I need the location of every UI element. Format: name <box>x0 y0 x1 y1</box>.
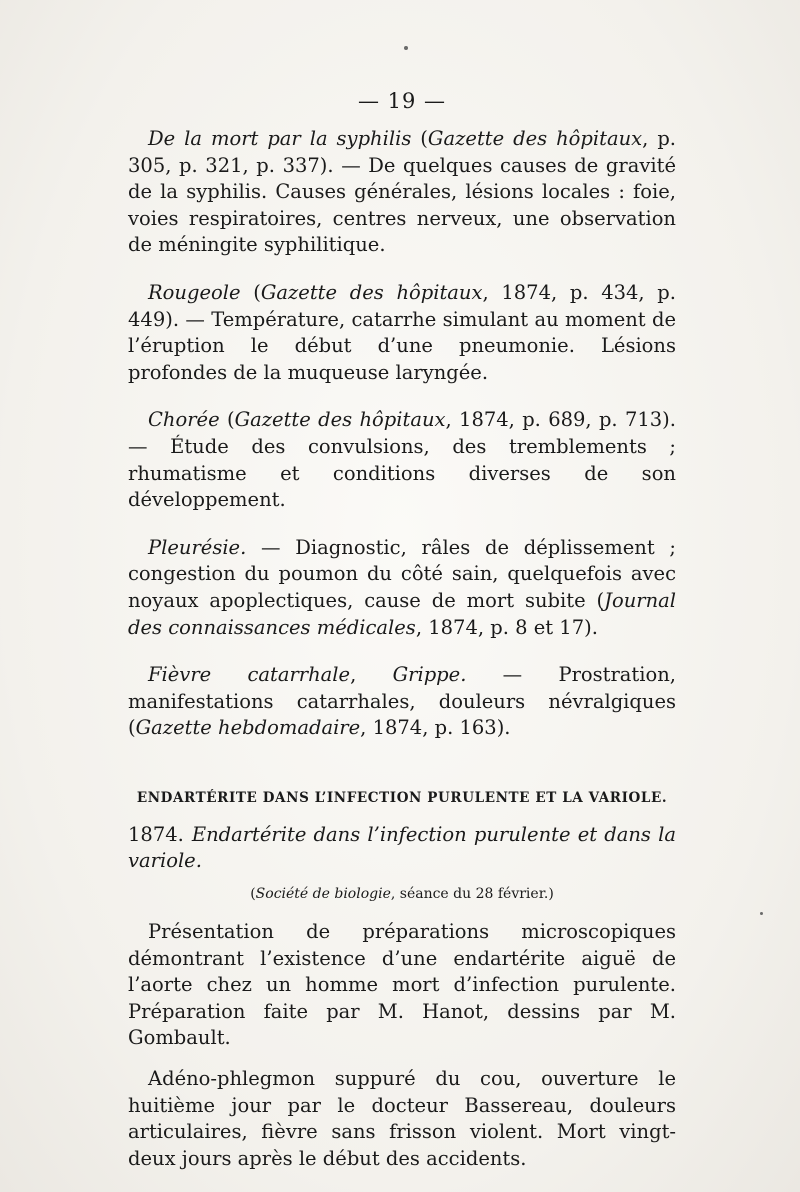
entry-rest: , p. 305, p. 321, p. 337). — De quelques causes de gravité de la syphilis. Causes générales, lésions locales : foie, voies respiratoires, centres nerveux, une observation de méningite syphilitique. <box>128 127 677 257</box>
entry-source: Gazette des hôpitaux <box>260 280 483 304</box>
section-title: Endartérite dans l’infection purulente et dans la variole. <box>128 822 676 873</box>
entry-choree: Chorée (Gazette des hôpitaux, 1874, p. 689, p. 713). — Étude des convulsions, des tremblements ; rhumatisme et conditions diverses de son développement. <box>128 408 676 512</box>
entry-syphilis: De la mort par la syphilis (Gazette des hôpitaux, p. 305, p. 321, p. 337). — De quelques causes de gravité de la syphilis. Causes générales, lésions locales : foie, voies respiratoires, centres nerveux, une observation de méningite syphilitique. <box>128 127 677 257</box>
entry-rest: , 1874, p. 163). <box>360 716 511 740</box>
entry-source: Journal des connaissances médicales <box>128 588 676 639</box>
entry-fievre: Fièvre catarrhale, Grippe. — Prostration, manifestations catarrhales, douleurs névralgiques (Gazette hebdomadaire, 1874, p. 163). <box>128 663 676 740</box>
entry-text: — Prostration, manifestations catarrhales, douleurs névralgiques ( <box>128 663 676 740</box>
text-column <box>128 88 676 1172</box>
page-number: — 19 — <box>357 89 447 113</box>
entry-title: Chorée <box>148 408 220 432</box>
section-source: (Société de biologie, séance du 28 février.) <box>250 886 554 903</box>
entry-title: Rougeole <box>148 280 241 304</box>
page-speck <box>404 46 408 50</box>
section-year: 1874. <box>128 822 184 846</box>
entry-source: Gazette hebdomadaire <box>135 716 361 740</box>
entry-source: Gazette des hôpitaux <box>234 408 446 432</box>
section-heading: ENDARTÉRITE DANS L’INFECTION PURULENTE ET LA VARIOLE. <box>136 789 668 806</box>
entry-rest: , 1874, p. 689, p. 713). — Étude des convulsions, des tremblements ; rhumatisme et conditions diverses de son développement. <box>128 408 676 512</box>
section-subheading <box>128 822 676 875</box>
entry-rest: , 1874, p. 8 et 17). <box>415 615 598 639</box>
entry-rougeole: Rougeole (Gazette des hôpitaux, 1874, p. 434, p. 449). — Température, catarrhe simulant au moment de l’éruption le début d’une pneumonie. Lésions profondes de la muqueuse laryngée. <box>128 280 676 384</box>
page-speck <box>760 912 763 915</box>
entry-title-2: Grippe. <box>392 663 467 687</box>
section-paragraph: Présentation de préparations microscopiques démontrant l’existence d’une endartérite aiguë de l’aorte chez un homme mort d’infection purulente. Préparation faite par M. Hanot, dessins par M. Gombault. <box>128 920 676 1050</box>
entry-title: De la mort par la syphilis <box>148 127 412 150</box>
entry-title: Pleurésie. <box>148 535 247 559</box>
section-paragraph: Adéno-phlegmon suppuré du cou, ouverture le huitième jour par le docteur Bassereau, douleurs articulaires, fièvre sans frisson violent. Mort vingt-deux jours après le début des accidents. <box>128 1067 676 1170</box>
entry-text: — Diagnostic, râles de déplissement ; congestion du poumon du côté sain, quelquefois avec noyaux apoplectiques, cause de mort subite ( <box>128 535 676 612</box>
entry-pleuresie <box>128 535 676 641</box>
entry-source: Gazette des hôpitaux <box>427 127 643 150</box>
source-date: , séance du 28 février. <box>390 886 549 903</box>
entry-title: Fièvre catarrhale <box>148 663 351 687</box>
entry-rest: , 1874, p. 434, p. 449). — Température, catarrhe simulant au moment de l’éruption le début d’une pneumonie. Lésions profondes de la muqueuse laryngée. <box>128 280 676 384</box>
source-name: Société de biologie <box>255 886 391 903</box>
